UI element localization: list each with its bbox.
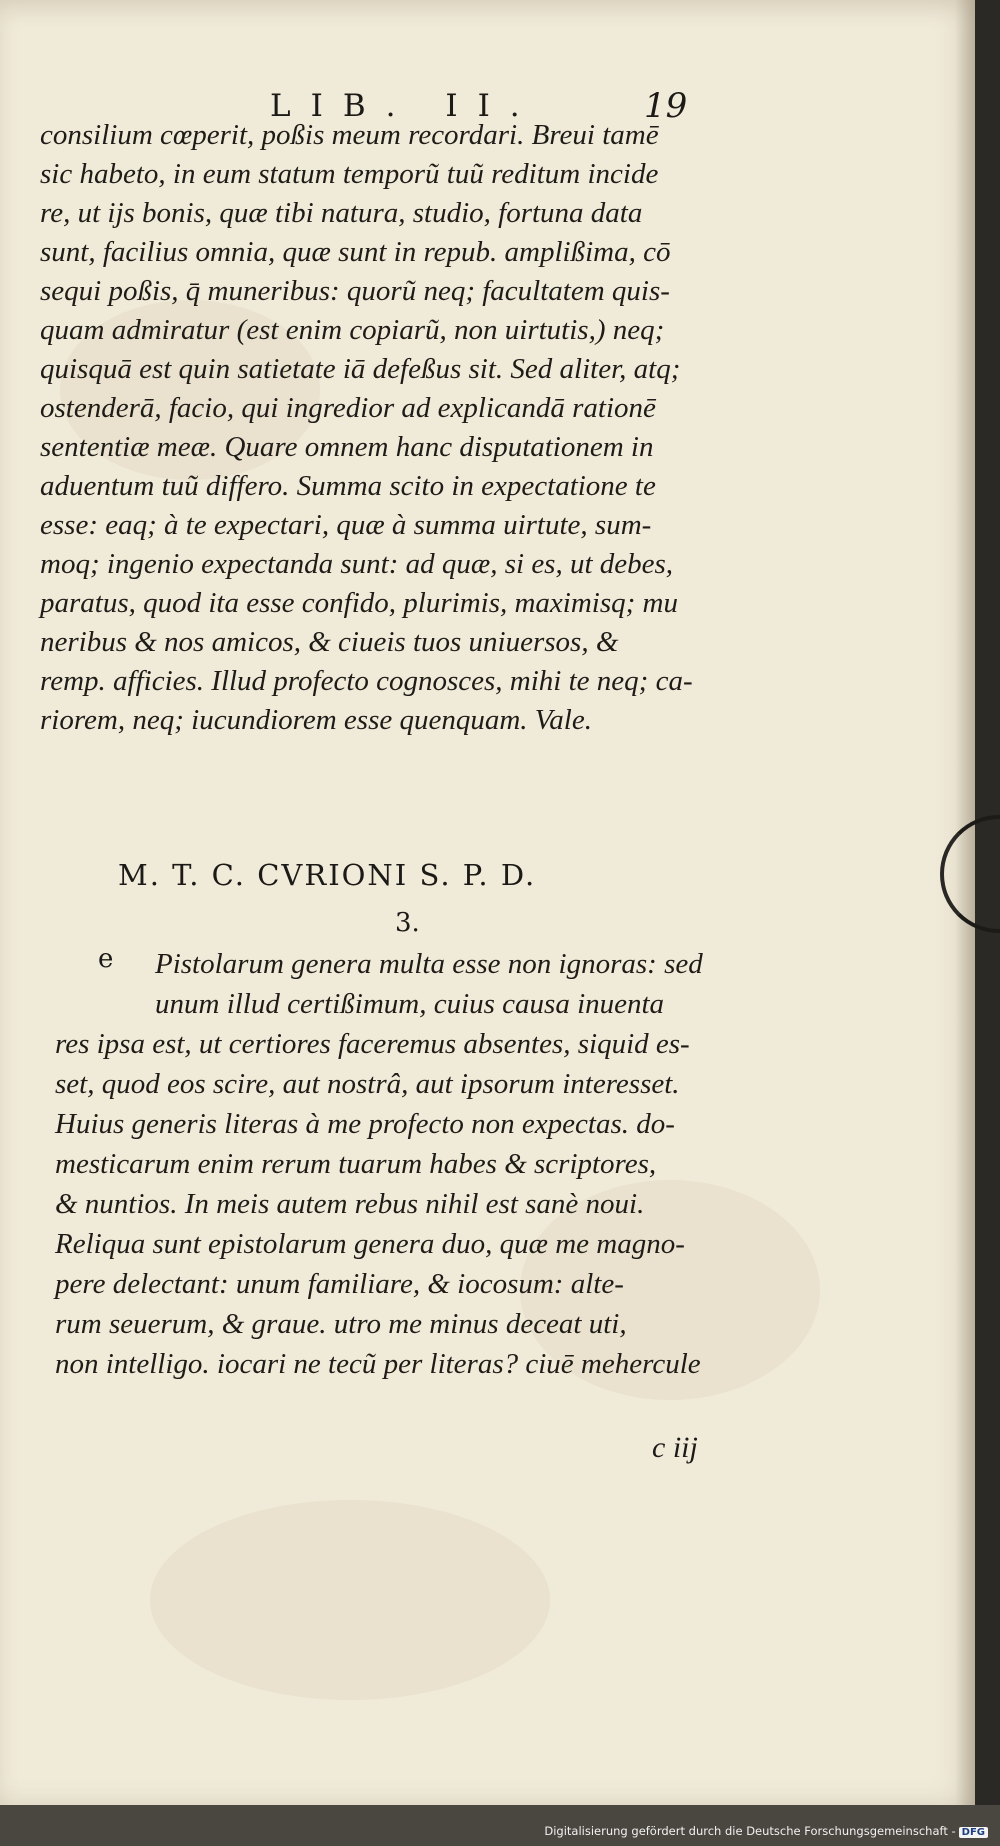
letter-number: 3.: [395, 908, 420, 938]
text-line: mesticarum enim rerum tuarum habes & scriptores,: [55, 1148, 657, 1180]
text-line: set, quod eos scire, aut nostrâ, aut ipsorum interesset.: [55, 1068, 680, 1100]
signature-mark: c iij: [652, 1431, 698, 1464]
text-line: moq; ingenio expectanda sunt: ad quæ, si es, ut debes,: [40, 548, 674, 580]
text-line: pere delectant: unum familiare, & iocosum: alte-: [55, 1268, 624, 1300]
digitization-credit: [544, 1824, 988, 1838]
footer-strip: [0, 1805, 1000, 1846]
text-line: rum seuerum, & graue. utro me minus deceat uti,: [55, 1308, 627, 1340]
initial-letter: e: [98, 944, 114, 974]
text-line: neribus & nos amicos, & ciueis tuos uniuersos, &: [40, 626, 619, 658]
credit-text: Digitalisierung gefördert durch die Deutsche Forschungsgemeinschaft -: [544, 1824, 956, 1838]
text-line: Huius generis literas à me profecto non expectas. do-: [55, 1108, 675, 1140]
text-line: unum illud certißimum, cuius causa inuenta: [155, 988, 665, 1020]
text-line: quam admiratur (est enim copiarũ, non uirtutis,) neq;: [40, 314, 665, 346]
text-line: res ipsa est, ut certiores faceremus absentes, siquid es-: [55, 1028, 690, 1060]
text-line: Reliqua sunt epistolarum genera duo, quæ me magno-: [55, 1228, 685, 1260]
book-section-label: LIB. II.: [270, 88, 540, 124]
text-line: non intelligo. iocari ne tecũ per literas? ciuē mehercule: [55, 1348, 701, 1380]
text-line: sequi poßis, q̄ muneribus: quorũ neq; facultatem quis-: [40, 275, 670, 307]
text-line: sententiæ meæ. Quare omnem hanc disputationem in: [40, 431, 654, 463]
dfg-logo: DFG: [959, 1827, 988, 1838]
text-line: Pistolarum genera multa esse non ignoras: sed: [155, 948, 703, 980]
text-line: riorem, neq; iucundiorem esse quenquam. Vale.: [40, 704, 592, 736]
text-line: paratus, quod ita esse confido, plurimis, maximisq; mu: [40, 587, 678, 619]
text-line: aduentum tuũ differo. Summa scito in expectatione te: [40, 470, 656, 502]
page-number: 19: [644, 86, 688, 126]
text-line: remp. afficies. Illud profecto cognosces, mihi te neq; ca-: [40, 665, 693, 697]
text-line: sunt, facilius omnia, quæ sunt in repub. amplißima, cō: [40, 236, 671, 268]
text-line: ostenderā, facio, qui ingredior ad explicandā rationē: [40, 392, 656, 424]
text-line: & nuntios. In meis autem rebus nihil est sanè noui.: [55, 1188, 645, 1220]
letter-heading: M. T. C. CVRIONI S. P. D.: [118, 858, 537, 892]
text-line: consilium cœperit, poßis meum recordari. Breui tamē: [40, 119, 659, 151]
text-line: quisquā est quin satietate iā defeßus sit. Sed aliter, atq;: [40, 353, 681, 385]
text-line: sic habeto, in eum statum temporũ tuũ reditum incide: [40, 158, 659, 190]
text-line: esse: eaq; à te expectari, quæ à summa uirtute, sum-: [40, 509, 652, 541]
text-line: re, ut ijs bonis, quæ tibi natura, studio, fortuna data: [40, 197, 643, 229]
